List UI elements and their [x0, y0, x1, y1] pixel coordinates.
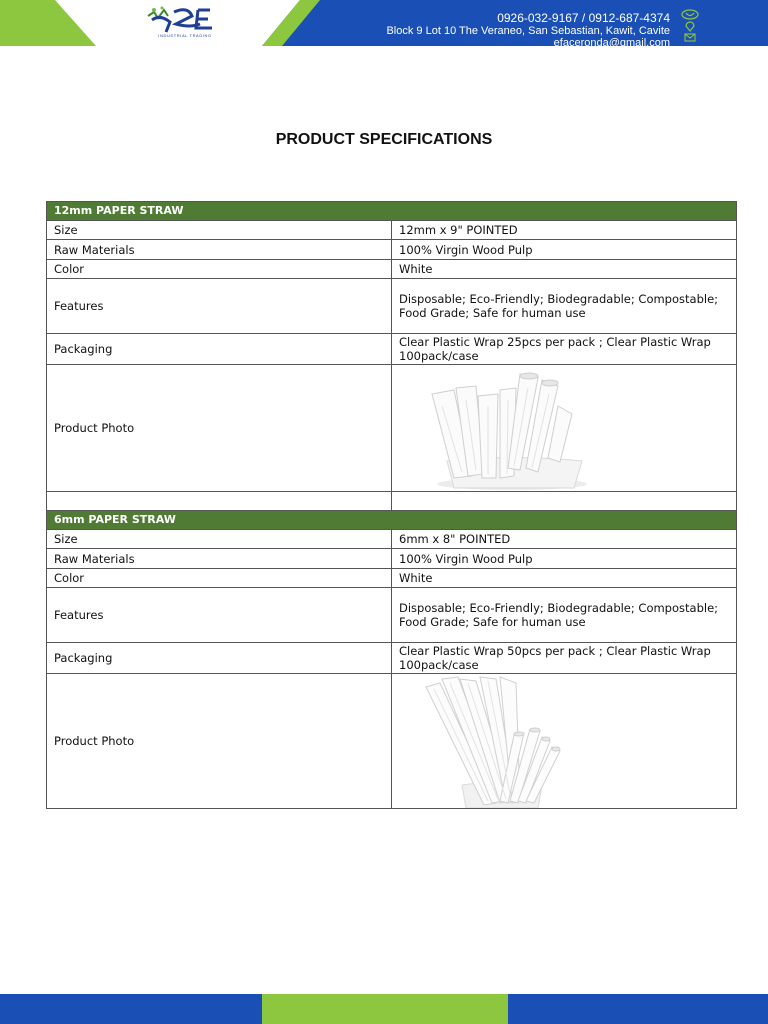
location-icon [680, 21, 700, 32]
phone-icon [680, 9, 700, 20]
spec-label: Packaging [47, 643, 392, 674]
table-row [47, 279, 737, 334]
spec-label: Features [47, 279, 392, 334]
table-row [47, 221, 737, 240]
blank-cell [392, 492, 737, 511]
page-header [0, 0, 768, 49]
spec-value: White [392, 569, 737, 588]
spec-table-12mm [46, 201, 737, 511]
product-photo-12mm [392, 366, 592, 491]
spec-value: Disposable; Eco-Friendly; Biodegradable; Compostable; Food Grade; Safe for human use [392, 279, 737, 334]
table-header-row [47, 202, 737, 221]
photo-cell [392, 365, 737, 492]
spec-label: Features [47, 588, 392, 643]
table-row [47, 588, 737, 643]
spec-label: Size [47, 530, 392, 549]
email-icon [680, 33, 700, 42]
table-row-blank [47, 492, 737, 511]
spec-label: Size [47, 221, 392, 240]
table-row [47, 549, 737, 569]
spec-value: 12mm x 9" POINTED [392, 221, 737, 240]
page-title: PRODUCT SPECIFICATIONS [275, 131, 493, 148]
spec-label: Packaging [47, 334, 392, 365]
table-row [47, 530, 737, 549]
product-name: 6mm PAPER STRAW [47, 511, 737, 530]
product-photo-6mm [392, 675, 592, 808]
spec-label: Color [47, 260, 392, 279]
spec-label: Raw Materials [47, 240, 392, 260]
spec-value: 100% Virgin Wood Pulp [392, 240, 737, 260]
spec-label: Product Photo [47, 674, 392, 809]
spec-value: 100% Virgin Wood Pulp [392, 549, 737, 569]
spec-table-6mm [46, 510, 737, 809]
logo-subtitle: INDUSTRIAL TRADING [158, 33, 212, 38]
photo-cell [392, 674, 737, 809]
table-row [47, 569, 737, 588]
contact-block [386, 12, 670, 50]
table-header-row [47, 511, 737, 530]
contact-phones: 0926-032-9167 / 0912-687-4374 [497, 11, 670, 25]
blank-cell [47, 492, 392, 511]
contact-icons [680, 9, 702, 43]
contact-address: Block 9 Lot 10 The Veraneo, San Sebastian, Kawit, Cavite [386, 24, 670, 37]
spec-label: Raw Materials [47, 549, 392, 569]
contact-email: efaceronda@gmail.com [553, 37, 670, 49]
table-row [47, 674, 737, 809]
table-row [47, 334, 737, 365]
product-name: 12mm PAPER STRAW [47, 202, 737, 221]
spec-value: White [392, 260, 737, 279]
spec-value: Disposable; Eco-Friendly; Biodegradable; Compostable; Food Grade; Safe for human use [392, 588, 737, 643]
table-row [47, 365, 737, 492]
spec-value: Clear Plastic Wrap 25pcs per pack ; Clear Plastic Wrap 100pack/case [392, 334, 737, 365]
spec-value: 6mm x 8" POINTED [392, 530, 737, 549]
spec-label: Product Photo [47, 365, 392, 492]
table-row [47, 643, 737, 674]
table-row [47, 260, 737, 279]
spec-value: Clear Plastic Wrap 50pcs per pack ; Clear Plastic Wrap 100pack/case [392, 643, 737, 674]
spec-label: Color [47, 569, 392, 588]
page-footer [0, 994, 768, 1024]
table-row [47, 240, 737, 260]
